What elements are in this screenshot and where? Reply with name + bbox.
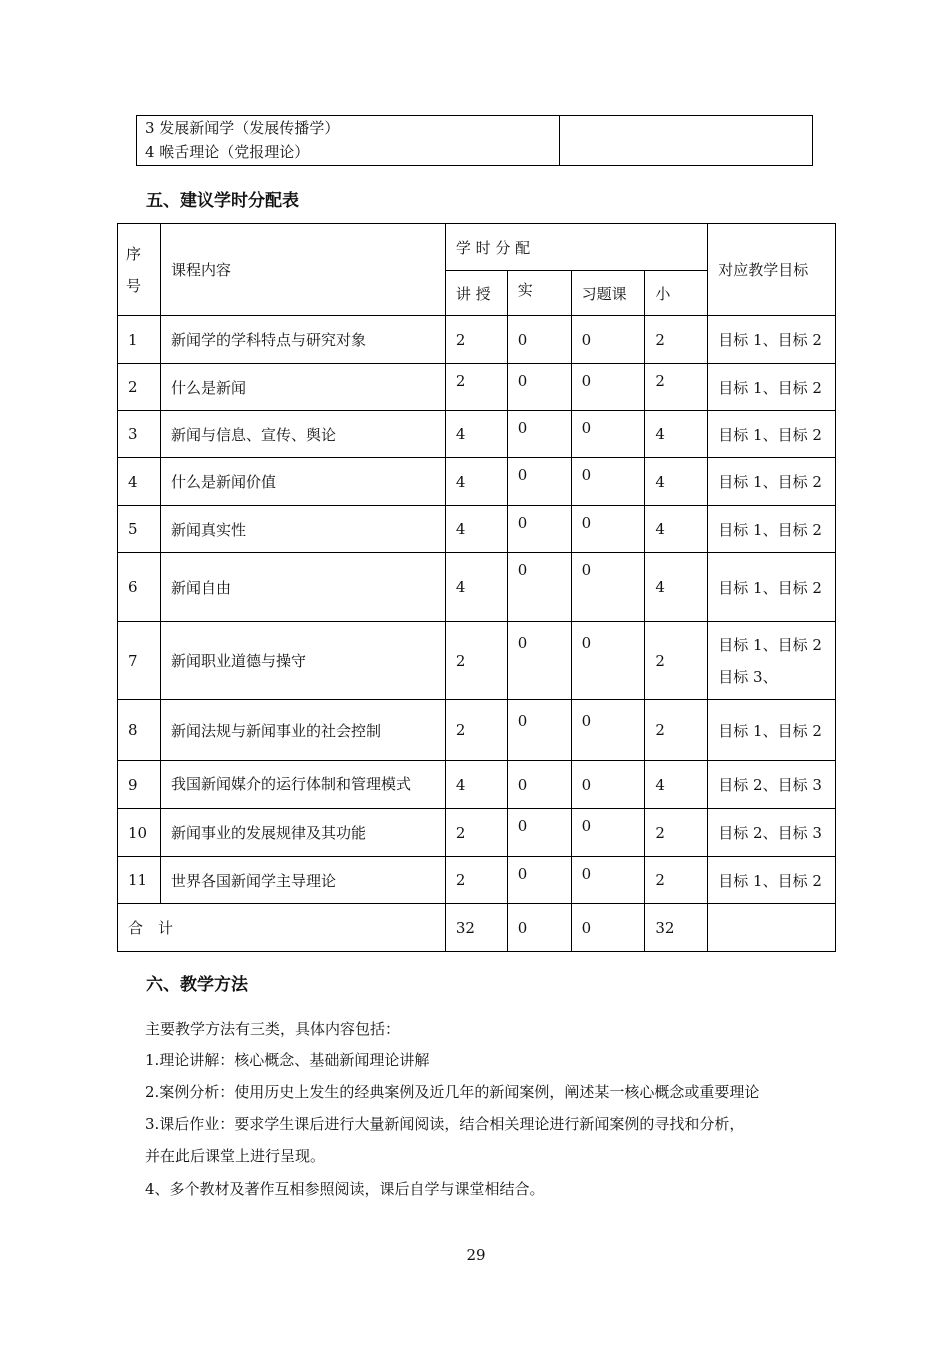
row-practice: 0 bbox=[507, 700, 571, 761]
header-subtotal: 小 bbox=[645, 271, 708, 316]
row-goal: 目标 1、目标 2 bbox=[708, 364, 836, 411]
row-exercise: 0 bbox=[571, 857, 645, 904]
row-exercise: 0 bbox=[571, 316, 645, 364]
table-row bbox=[118, 809, 836, 857]
row-subtotal: 2 bbox=[645, 316, 708, 364]
row-goal: 目标 1、目标 2 bbox=[708, 411, 836, 458]
row-goal bbox=[708, 622, 836, 700]
header-goal: 对应教学目标 bbox=[708, 224, 836, 316]
theory-line: 3 发展新闻学（发展传播学） bbox=[145, 119, 340, 137]
row-number: 3 bbox=[118, 411, 161, 458]
row-content: 新闻自由 bbox=[160, 553, 445, 622]
table-row bbox=[118, 411, 836, 458]
table-row bbox=[118, 622, 836, 700]
row-exercise: 0 bbox=[571, 761, 645, 809]
row-practice: 0 bbox=[507, 809, 571, 857]
row-content-text: 我国新闻媒介的运行体制和管理模式 bbox=[170, 775, 411, 793]
row-subtotal: 4 bbox=[645, 761, 708, 809]
row-goal: 目标 1、目标 2 bbox=[708, 458, 836, 506]
section-title-methods: 六、教学方法 bbox=[146, 975, 248, 995]
row-lecture: 2 bbox=[445, 316, 507, 364]
row-content: 什么是新闻 bbox=[160, 364, 445, 411]
row-practice: 0 bbox=[507, 857, 571, 904]
row-exercise: 0 bbox=[571, 411, 645, 458]
row-subtotal: 4 bbox=[645, 553, 708, 622]
total-lecture: 32 bbox=[445, 904, 507, 952]
paragraph: 4、多个教材及著作互相参照阅读，课后自学与课堂相结合。 bbox=[145, 1180, 545, 1198]
total-label: 合 计 bbox=[118, 904, 446, 952]
row-content: 新闻职业道德与操守 bbox=[160, 622, 445, 700]
row-goal-line2: 目标 3、 bbox=[718, 667, 778, 686]
table-row bbox=[118, 316, 836, 364]
row-lecture: 2 bbox=[445, 364, 507, 411]
row-practice: 0 bbox=[507, 506, 571, 553]
row-practice: 0 bbox=[507, 761, 571, 809]
row-goal: 目标 1、目标 2 bbox=[708, 857, 836, 904]
total-practice: 0 bbox=[507, 904, 571, 952]
row-number: 6 bbox=[118, 553, 161, 622]
row-goal: 目标 1、目标 2 bbox=[708, 506, 836, 553]
row-number: 10 bbox=[118, 809, 161, 857]
total-goal bbox=[708, 904, 836, 952]
row-content: 什么是新闻价值 bbox=[160, 458, 445, 506]
row-number: 9 bbox=[118, 761, 161, 809]
row-practice: 0 bbox=[507, 622, 571, 700]
row-subtotal: 2 bbox=[645, 700, 708, 761]
row-practice: 0 bbox=[507, 553, 571, 622]
row-lecture: 4 bbox=[445, 506, 507, 553]
header-seq-line2: 号 bbox=[126, 276, 142, 295]
row-content bbox=[160, 761, 445, 809]
paragraph: 主要教学方法有三类，具体内容包括： bbox=[145, 1020, 401, 1038]
row-lecture: 2 bbox=[445, 809, 507, 857]
row-subtotal: 2 bbox=[645, 364, 708, 411]
table-row bbox=[118, 700, 836, 761]
row-lecture: 4 bbox=[445, 458, 507, 506]
header-alloc: 学 时 分 配 bbox=[445, 224, 707, 271]
row-lecture: 4 bbox=[445, 761, 507, 809]
row-exercise: 0 bbox=[571, 458, 645, 506]
row-subtotal: 4 bbox=[645, 506, 708, 553]
continuation-table bbox=[136, 115, 813, 166]
total-row bbox=[118, 904, 836, 952]
table-row bbox=[118, 553, 836, 622]
row-practice: 0 bbox=[507, 458, 571, 506]
row-number: 2 bbox=[118, 364, 161, 411]
theory-line: 4 喉舌理论（党报理论） bbox=[145, 143, 310, 161]
row-content: 新闻事业的发展规律及其功能 bbox=[160, 809, 445, 857]
theory-list-cell bbox=[137, 116, 560, 166]
row-lecture: 4 bbox=[445, 553, 507, 622]
row-lecture: 2 bbox=[445, 622, 507, 700]
row-goal: 目标 1、目标 2 bbox=[708, 316, 836, 364]
total-exercise: 0 bbox=[571, 904, 645, 952]
table-row bbox=[118, 364, 836, 411]
row-goal: 目标 2、目标 3 bbox=[708, 761, 836, 809]
header-practice: 实 bbox=[507, 271, 571, 316]
row-practice: 0 bbox=[507, 411, 571, 458]
paragraph: 3.课后作业：要求学生课后进行大量新闻阅读，结合相关理论进行新闻案例的寻找和分析， bbox=[145, 1115, 745, 1133]
row-content: 新闻法规与新闻事业的社会控制 bbox=[160, 700, 445, 761]
table-row bbox=[118, 458, 836, 506]
hours-allocation-table bbox=[117, 223, 836, 952]
table-row bbox=[118, 857, 836, 904]
row-exercise: 0 bbox=[571, 622, 645, 700]
row-number: 11 bbox=[118, 857, 161, 904]
header-content: 课程内容 bbox=[160, 224, 445, 316]
row-number: 4 bbox=[118, 458, 161, 506]
row-content: 新闻真实性 bbox=[160, 506, 445, 553]
row-subtotal: 2 bbox=[645, 809, 708, 857]
paragraph: 2.案例分析：使用历史上发生的经典案例及近几年的新闻案例，阐述某一核心概念或重要理论 bbox=[145, 1083, 760, 1101]
row-number: 1 bbox=[118, 316, 161, 364]
row-goal: 目标 2、目标 3 bbox=[708, 809, 836, 857]
paragraph: 并在此后课堂上进行呈现。 bbox=[145, 1147, 326, 1165]
row-subtotal: 2 bbox=[645, 622, 708, 700]
section-title-hours: 五、建议学时分配表 bbox=[146, 191, 299, 211]
row-lecture: 4 bbox=[445, 411, 507, 458]
row-subtotal: 4 bbox=[645, 411, 708, 458]
row-exercise: 0 bbox=[571, 506, 645, 553]
row-exercise: 0 bbox=[571, 700, 645, 761]
row-goal: 目标 1、目标 2 bbox=[708, 553, 836, 622]
row-exercise: 0 bbox=[571, 553, 645, 622]
row-content: 新闻学的学科特点与研究对象 bbox=[160, 316, 445, 364]
table-row bbox=[118, 506, 836, 553]
table-row bbox=[118, 761, 836, 809]
paragraph: 1.理论讲解：核心概念、基础新闻理论讲解 bbox=[145, 1051, 430, 1069]
row-number: 5 bbox=[118, 506, 161, 553]
header-seq bbox=[118, 224, 161, 316]
row-content: 世界各国新闻学主导理论 bbox=[160, 857, 445, 904]
total-subtotal: 32 bbox=[645, 904, 708, 952]
row-goal-line1: 目标 1、目标 2 bbox=[718, 635, 822, 654]
row-number: 8 bbox=[118, 700, 161, 761]
row-number: 7 bbox=[118, 622, 161, 700]
row-practice: 0 bbox=[507, 364, 571, 411]
page-number: 29 bbox=[466, 1246, 486, 1264]
row-content: 新闻与信息、宣传、舆论 bbox=[160, 411, 445, 458]
row-exercise: 0 bbox=[571, 809, 645, 857]
empty-cell bbox=[560, 116, 813, 166]
row-exercise: 0 bbox=[571, 364, 645, 411]
row-lecture: 2 bbox=[445, 857, 507, 904]
row-practice: 0 bbox=[507, 316, 571, 364]
row-subtotal: 2 bbox=[645, 857, 708, 904]
header-lecture: 讲 授 bbox=[445, 271, 507, 316]
header-seq-line1: 序 bbox=[126, 244, 142, 263]
header-exercise: 习题课 bbox=[571, 271, 645, 316]
row-goal: 目标 1、目标 2 bbox=[708, 700, 836, 761]
row-subtotal: 4 bbox=[645, 458, 708, 506]
row-lecture: 2 bbox=[445, 700, 507, 761]
